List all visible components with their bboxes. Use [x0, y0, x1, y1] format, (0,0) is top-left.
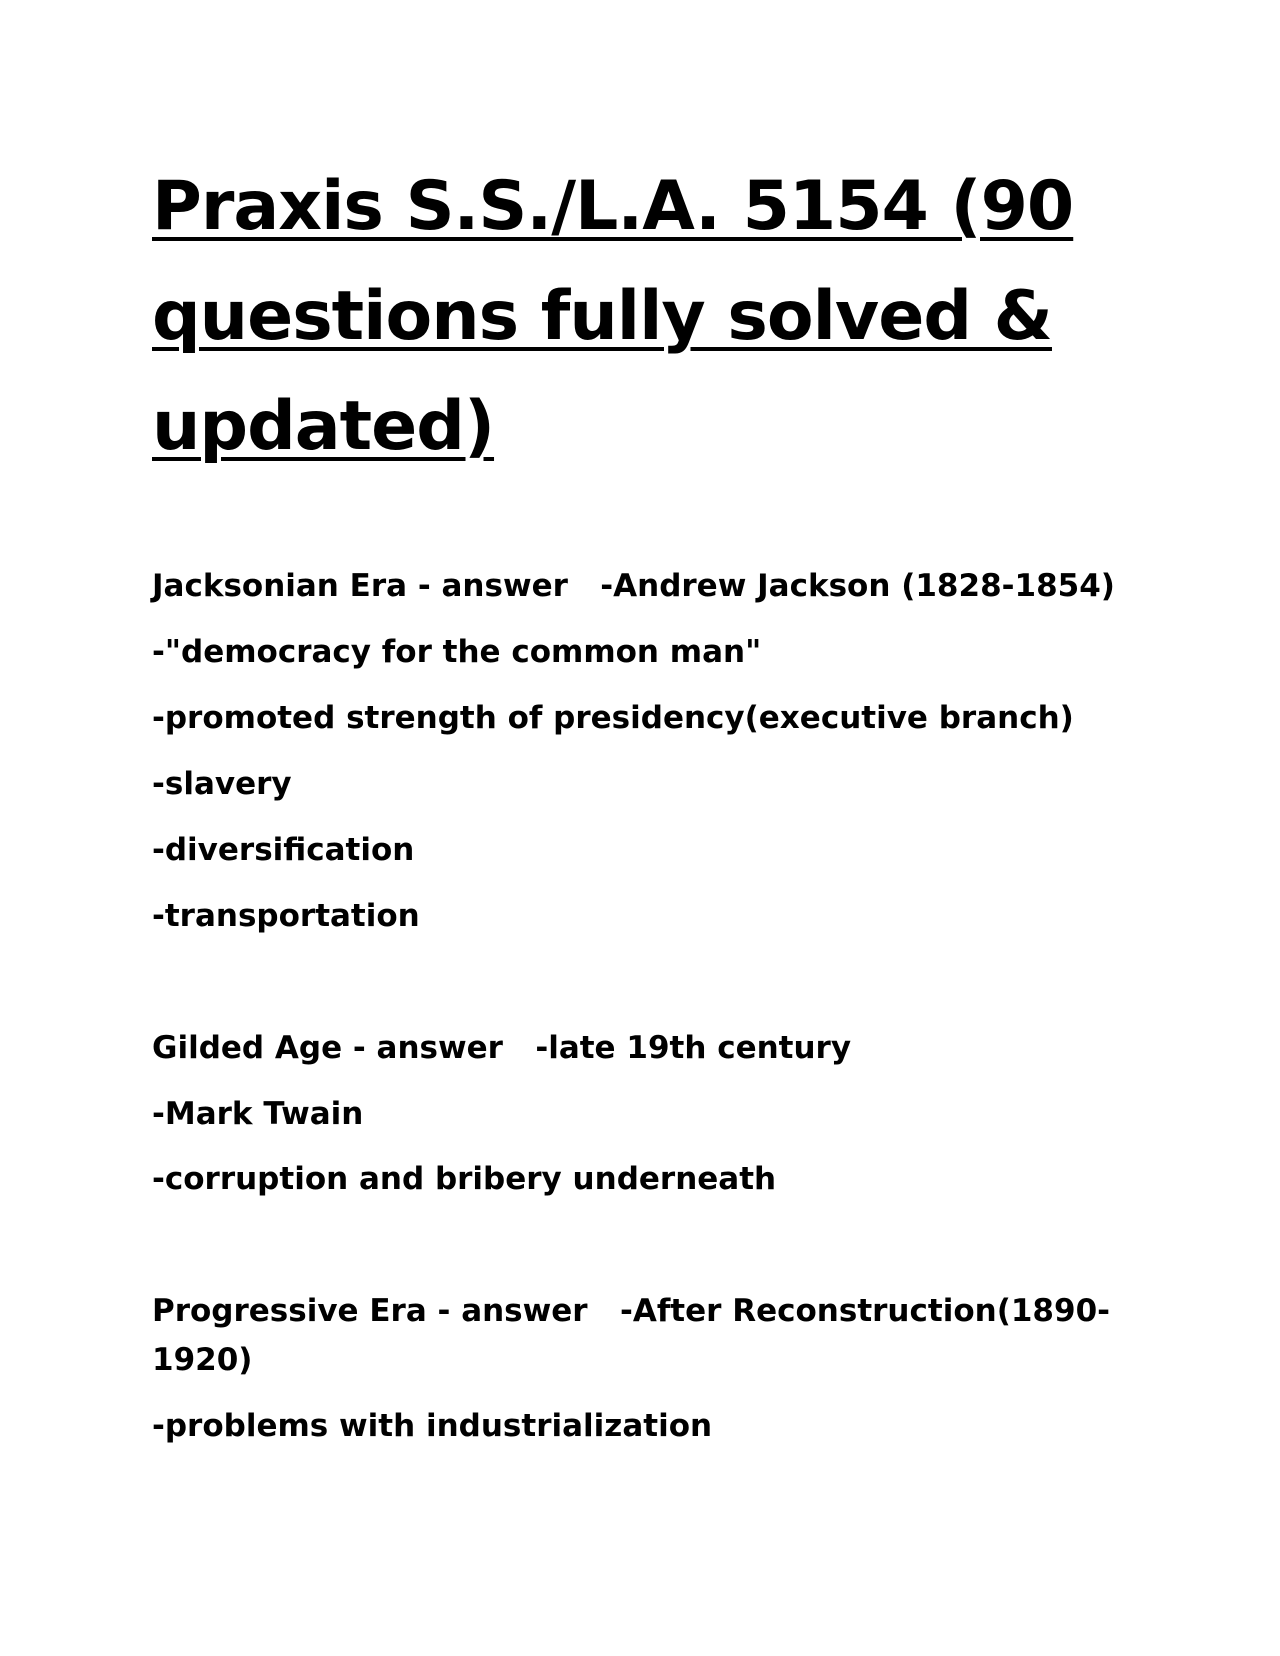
answer-line: -transportation — [152, 898, 420, 934]
answer-line: -"democracy for the common man" — [152, 634, 762, 670]
answer-line: -corruption and bribery underneath — [152, 1161, 777, 1197]
answer-line: -problems with industrialization — [152, 1408, 713, 1444]
title-line: Praxis S.S./L.A. 5154 (90 — [152, 167, 1074, 246]
answer-line: -diversification — [152, 832, 415, 868]
answer-line: -Mark Twain — [152, 1096, 364, 1132]
document-title — [152, 152, 1152, 482]
answer-line: -slavery — [152, 766, 292, 802]
question-answer-line: Jacksonian Era - answer -Andrew Jackson (1828-1854) — [152, 568, 1115, 604]
answer-line: -promoted strength of presidency(executive branch) — [152, 700, 1074, 736]
question-answer-line-continued: 1920) — [152, 1342, 253, 1378]
title-line: updated) — [152, 387, 495, 466]
title-line: questions fully solved & — [152, 277, 1052, 356]
question-answer-line: Gilded Age - answer -late 19th century — [152, 1030, 852, 1066]
question-answer-line: Progressive Era - answer -After Reconstruction(1890- — [152, 1293, 1111, 1329]
